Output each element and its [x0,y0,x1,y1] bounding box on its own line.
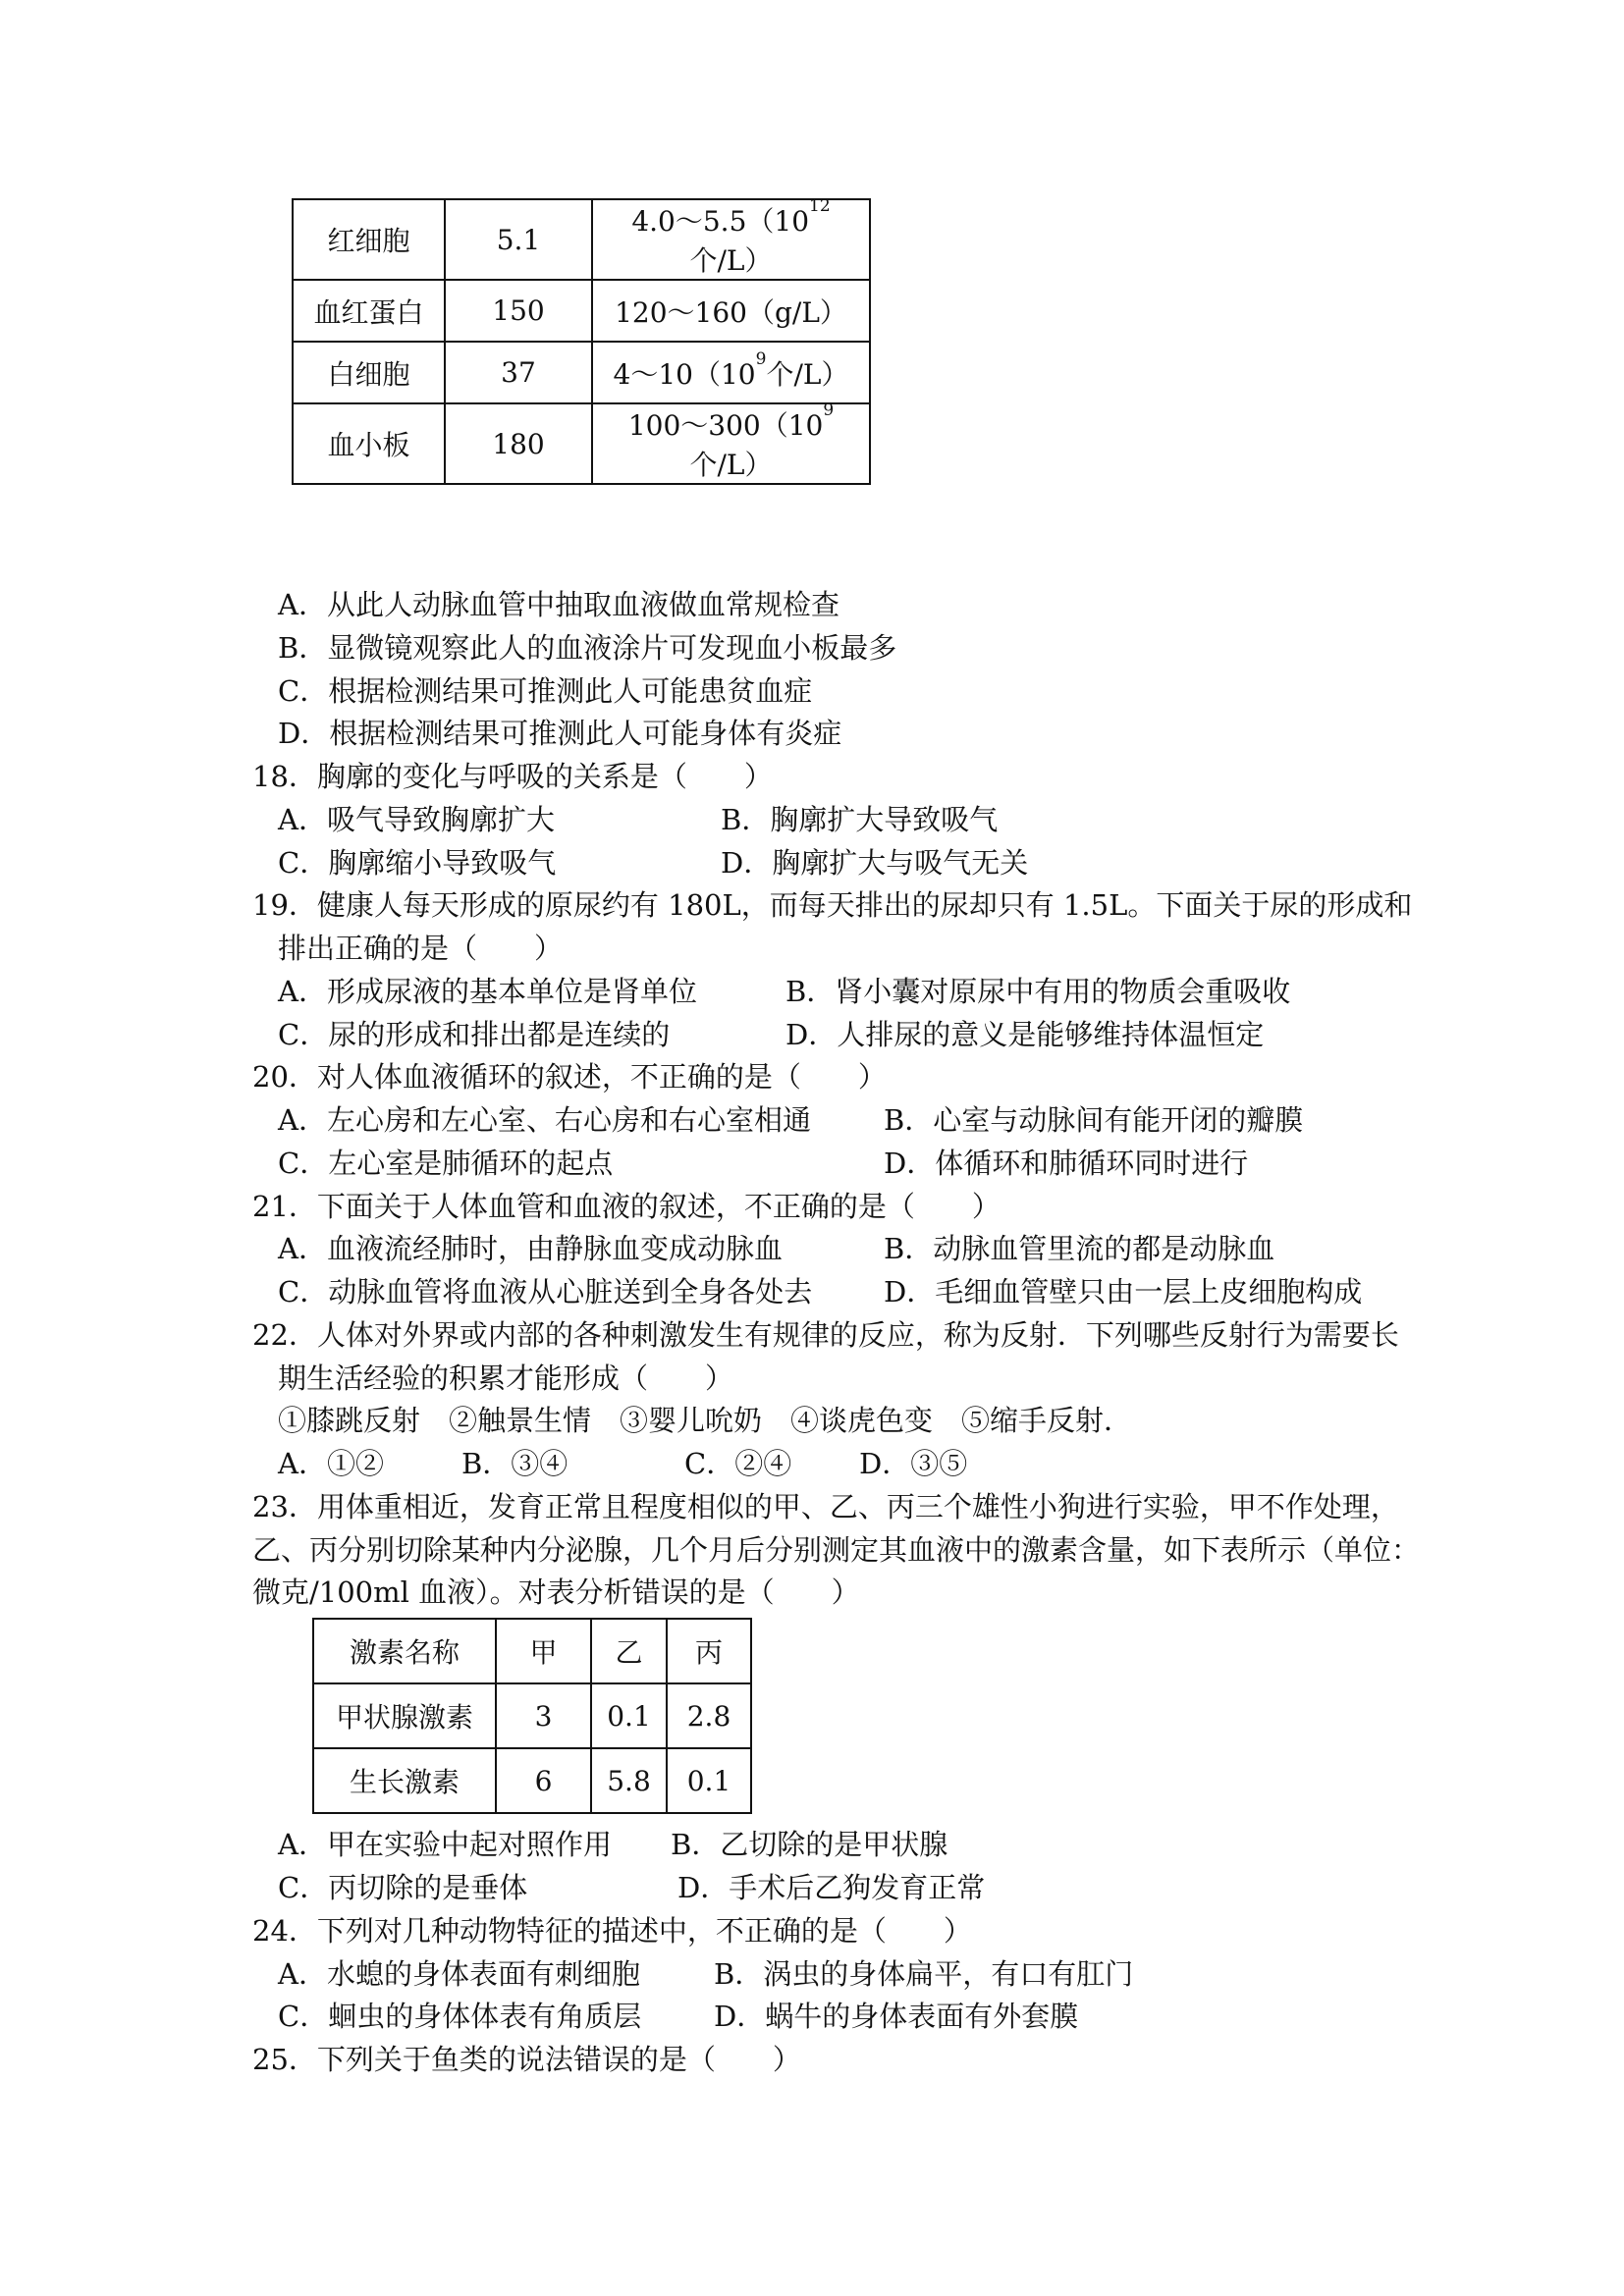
q24-stem: 24．下列对几种动物特征的描述中，不正确的是（ ） [252,1914,972,1948]
blood-item-range: 120～160（g/L） [592,280,870,342]
q24-option-b: B．涡虫的身体扁平，有口有肛门 [714,1957,1134,1991]
q23-option-a: A．甲在实验中起对照作用 [278,1828,612,1861]
hormone-table [312,1618,752,1814]
blood-item-range: $4\sim 10(10^9$个/L） [592,342,870,403]
q22-stem-line1: 22．人体对外界或内部的各种刺激发生有规律的反应，称为反射．下列哪些反射行为需要长 [252,1318,1399,1352]
q19-option-c: C．尿的形成和排出都是连续的 [278,1018,671,1051]
table-cell: 3 [496,1683,591,1748]
q21-option-d: D．毛细血管壁只由一层上皮细胞构成 [884,1275,1363,1308]
q22-option-b: B．③④ [461,1447,568,1480]
q22-option-c: C．②④ [684,1447,792,1480]
blood-item-name: 白细胞 [293,342,445,403]
column-header: 甲 [496,1619,591,1683]
table-cell: 2.8 [667,1683,751,1748]
blood-item-value: 5.1 [445,199,592,280]
table-row [293,342,870,403]
table-row [293,280,870,342]
q19-option-b: B．肾小囊对原尿中有用的物质会重吸收 [785,975,1291,1008]
q19-option-a: A．形成尿液的基本单位是肾单位 [278,975,697,1008]
q23-option-c: C．丙切除的是垂体 [278,1871,528,1904]
q22-items: ①膝跳反射 ②触景生情 ③婴儿吮奶 ④谈虎色变 ⑤缩手反射． [278,1404,1133,1437]
q18-option-c: C．胸廓缩小导致吸气 [278,846,557,880]
q17-option-b: B．显微镜观察此人的血液涂片可发现血小板最多 [278,631,897,665]
q24-option-d: D．蜗牛的身体表面有外套膜 [714,2000,1079,2033]
table-cell: 5.8 [591,1748,667,1813]
table-cell: 0.1 [591,1683,667,1748]
column-header: 激素名称 [313,1619,496,1683]
q18-option-d: D．胸廓扩大与吸气无关 [721,846,1029,880]
q21-option-b: B．动脉血管里流的都是动脉血 [884,1232,1275,1265]
q21-option-a: A．血液流经肺时，由静脉血变成动脉血 [278,1232,783,1265]
q18-stem: 18．胸廓的变化与呼吸的关系是（ ） [252,760,773,793]
q20-option-a: A．左心房和左心室、右心房和右心室相通 [278,1103,811,1137]
q23-option-b: B．乙切除的是甲状腺 [671,1828,948,1861]
blood-item-value: 37 [445,342,592,403]
q22-option-d: D．③⑤ [859,1447,968,1480]
blood-item-name: 红细胞 [293,199,445,280]
column-header: 丙 [667,1619,751,1683]
table-row [313,1683,751,1748]
blood-item-name: 血小板 [293,403,445,484]
blood-item-value: 150 [445,280,592,342]
q23-stem-line2: 乙、丙分别切除某种内分泌腺，几个月后分别测定其血液中的激素含量，如下表所示（单位： [252,1533,1421,1567]
table-row [293,199,870,280]
q17-option-c: C．根据检测结果可推测此人可能患贫血症 [278,674,813,708]
q18-option-b: B．胸廓扩大导致吸气 [721,803,999,836]
table-cell: 甲状腺激素 [313,1683,496,1748]
table-row [313,1748,751,1813]
column-header: 乙 [591,1619,667,1683]
q19-stem-line2: 排出正确的是（ ） [278,932,564,965]
q23-stem-line1: 23．用体重相近，发育正常且程度相似的甲、乙、丙三个雄性小狗进行实验，甲不作处理， [252,1490,1399,1523]
q17-option-d: D．根据检测结果可推测此人可能身体有炎症 [278,717,842,750]
q22-stem-line2: 期生活经验的积累才能形成（ ） [278,1362,734,1395]
q21-stem: 21．下面关于人体血管和血液的叙述，不正确的是（ ） [252,1190,1001,1223]
q17-option-a: A．从此人动脉血管中抽取血液做血常规检查 [278,588,839,621]
q20-stem: 20．对人体血液循环的叙述，不正确的是（ ） [252,1060,887,1094]
blood-test-table [292,198,871,485]
q23-stem-line3: 微克/100ml 血液）。对表分析错误的是（ ） [252,1575,860,1609]
q20-option-d: D．体循环和肺循环同时进行 [884,1147,1249,1180]
table-row [293,403,870,484]
table-header-row [313,1619,751,1683]
table-cell: 生长激素 [313,1748,496,1813]
q20-option-c: C．左心室是肺循环的起点 [278,1147,614,1180]
blood-item-value: 180 [445,403,592,484]
blood-item-range: $4.0\sim 5.5(10^{12}$个/L） [592,199,870,280]
q21-option-c: C．动脉血管将血液从心脏送到全身各处去 [278,1275,813,1308]
q22-option-a: A．①② [278,1447,384,1480]
table-cell: 6 [496,1748,591,1813]
q18-option-a: A．吸气导致胸廓扩大 [278,803,555,836]
q19-option-d: D．人排尿的意义是能够维持体温恒定 [785,1018,1265,1051]
q23-option-d: D．手术后乙狗发育正常 [677,1871,986,1904]
q20-option-b: B．心室与动脉间有能开闭的瓣膜 [884,1103,1304,1137]
q24-option-c: C．蛔虫的身体体表有角质层 [278,2000,642,2033]
q19-stem-line1: 19．健康人每天形成的原尿约有 180L，而每天排出的尿却只有 1.5L。下面关于尿的形成和 [252,888,1413,922]
q24-option-a: A．水螅的身体表面有刺细胞 [278,1957,640,1991]
blood-item-range: $100\sim 300(10^9$个/L） [592,403,870,484]
q25-stem: 25．下列关于鱼类的说法错误的是（ ） [252,2043,801,2076]
table-cell: 0.1 [667,1748,751,1813]
blood-item-name: 血红蛋白 [293,280,445,342]
